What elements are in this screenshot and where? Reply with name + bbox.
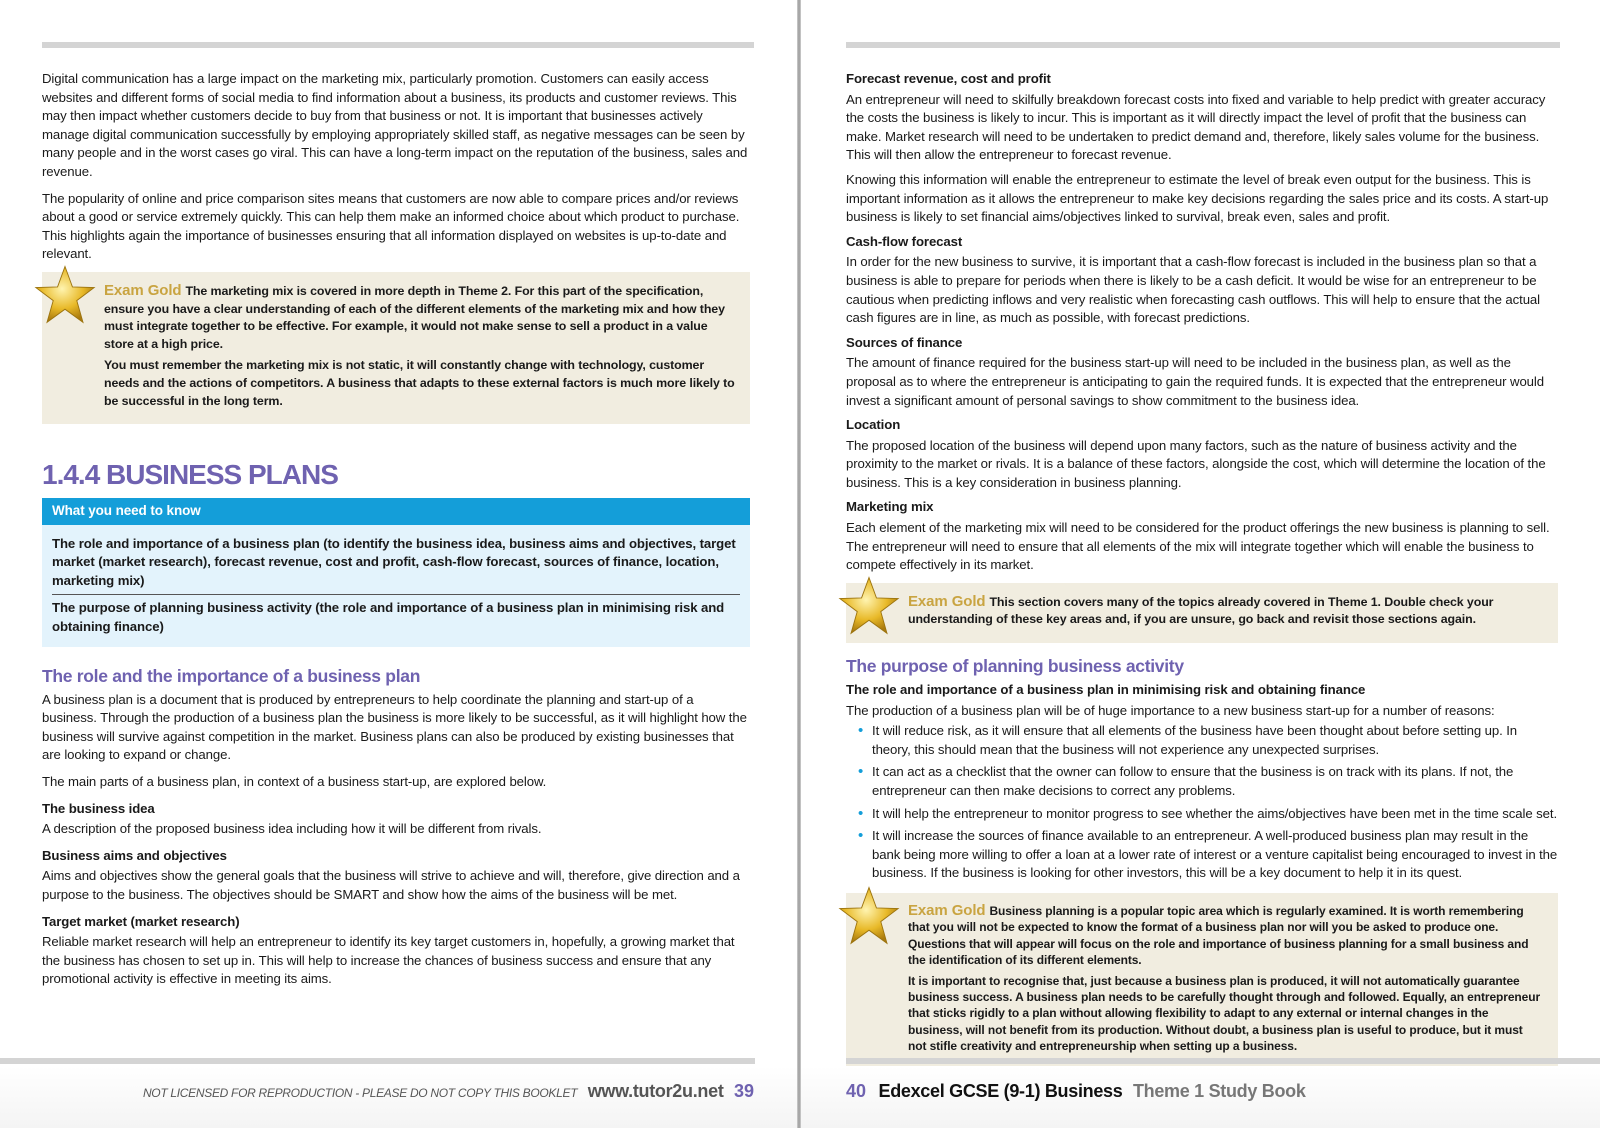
bottom-rule <box>846 1058 1600 1064</box>
what-you-need-box <box>42 498 750 647</box>
top-rule <box>42 42 754 48</box>
subsection-text: An entrepreneur will need to skilfully breakdown forecast costs into fixed and variable to help predict with greater accuracy the costs the business is likely to incur. This is important as it will directly impact the level of profit that the business can make. Market research will need to be undertaken to predict demand and, therefore, likely sales volume for the business. This will then allow the entrepreneur to forecast revenue. <box>846 91 1546 163</box>
bottom-rule <box>0 1058 755 1064</box>
footer-url[interactable]: www.tutor2u.net <box>587 1081 724 1101</box>
section-title: 1.4.4 BUSINESS PLANS <box>42 459 338 491</box>
what-you-need-item: The purpose of planning business activity (the role and importance of a business plan in minimising risk and obtaining finance) <box>52 594 740 640</box>
subsection-heading: Location <box>846 417 901 433</box>
list-item: • It will help the entrepreneur to monitor progress to see whether the aims/objectives have been met in the time scale set. <box>872 805 1558 824</box>
left-content <box>42 70 750 997</box>
exam-gold-box <box>42 272 750 424</box>
license-note: NOT LICENSED FOR REPRODUCTION - PLEASE DO NOT COPY THIS BOOKLET <box>142 1086 578 1100</box>
subsection-heading: The business idea <box>42 800 155 816</box>
reasons-list <box>846 722 1558 883</box>
exam-gold-label: Exam Gold <box>908 901 986 919</box>
role-heading: The role and the importance of a business plan <box>42 665 421 686</box>
star-icon <box>34 264 96 326</box>
what-you-need-body <box>42 525 750 647</box>
subsection-text: Aims and objectives show the general goals that the business will strive to achieve and will, therefore, give direction and a purpose to the business. The objectives should be SMART and show how the aims of the business will be met. <box>42 868 740 902</box>
what-you-need-item: The role and importance of a business plan (to identify the business idea, business aims and objectives, target market (market research), forecast revenue, cost and profit, cash-flow forecast, sources of finance, location, marketing mix) <box>52 535 736 588</box>
role-paragraph: A business plan is a document that is produced by entrepreneurs to help coordinate the planning and start-up of a business. Through the production of a business plan the business is more likely to be successful, as it will highlight how the business will survive against competition in the market. Business plans can also be produced by existing businesses that are looking to expand or change. <box>42 691 747 763</box>
right-content <box>846 70 1558 1081</box>
list-item: • It will reduce risk, as it will ensure that all elements of the business have been thought about before setting up. In theory, this should mean that the business will not experience any unexpected surprises. <box>872 722 1558 759</box>
book-theme: Theme 1 Study Book <box>1132 1081 1306 1101</box>
left-page <box>0 0 797 1128</box>
subsection-heading: Sources of finance <box>846 334 963 350</box>
what-you-need-header: What you need to know <box>42 498 750 525</box>
left-footer <box>143 1081 754 1102</box>
purpose-subheading: The role and importance of a business plan in minimising risk and obtaining finance <box>846 682 1366 698</box>
exam-gold-text: It is important to recognise that, just because a business plan is produced, it will not automatically guarantee business success. A business plan needs to be carefully thought through and followed. Equally, an entrepreneur that sticks rigidly to a plan without allowing flexibility to adapt to any external or internal changes in the business, will not benefit from its production. Without doubt, a business plan is useful to produce, but it must not stifle creativity and entrepreneurship when setting up a business. <box>908 973 1541 1054</box>
subsection-heading: Business aims and objectives <box>42 847 227 863</box>
intro-paragraph: The popularity of online and price comparison sites means that customers are now able to compare prices and/or reviews about a good or service extremely quickly. This can help them make an informed choice about which product to purchase. This highlights again the importance of businesses ensuring that all information displayed on websites is up-to-date and relevant. <box>42 190 740 262</box>
exam-gold-label: Exam Gold <box>104 281 182 299</box>
purpose-heading: The purpose of planning business activity <box>846 656 1184 677</box>
subsection-text: A description of the proposed business idea including how it will be different from rivals. <box>42 821 542 837</box>
exam-gold-text: Exam Gold This section covers many of the topics already covered in Theme 1. Double check your understanding of these key areas and, if you are unsure, go back and revisit those sections again. <box>908 592 1494 627</box>
exam-gold-text: Exam Gold The marketing mix is covered in more depth in Theme 2. For this part of the specification, ensure you have a clear understanding of each of the different elements of the marketing mix and how they must integrate together to be effective. For example, it would not make sense to sell a product in a value store at a high price. <box>104 281 725 351</box>
exam-gold-box <box>846 893 1558 1069</box>
exam-gold-box <box>846 583 1558 643</box>
right-footer <box>846 1081 1306 1102</box>
list-item: • It will increase the sources of finance available to an entrepreneur. A well-produced business plan may result in the bank being more willing to offer a loan at a lower rate of interest or a venture capitalist being encouraged to invest in the business. If the business is looking for other investors, this will be a key document to help it in its quest. <box>872 827 1558 883</box>
subsection-text: In order for the new business to survive, it is important that a cash-flow forecast is included in the business plan so that a business is able to prepare for periods when there is likely to be a cash deficit. It would be wise for an entrepreneur to be cautious when predicting inflows and very realistic when forecasting cash outflows. This will help to ensure that the actual cash figures are in line, as much as possible, with forecast predictions. <box>846 254 1540 326</box>
subsection-text: The amount of finance required for the business start-up will need to be included in the business plan, as well as the proposal as to where the entrepreneur is anticipating to gain the required funds. It is expected that the entrepreneur would invest a significant amount of personal savings to show commitment to the business idea. <box>846 355 1544 408</box>
page-number: 39 <box>733 1081 754 1101</box>
subsection-heading: Cash-flow forecast <box>846 233 963 249</box>
purpose-intro: The production of a business plan will be of huge importance to a new business start-up for a number of reasons: <box>846 702 1495 718</box>
top-rule <box>846 42 1560 48</box>
subsection-text: Each element of the marketing mix will need to be considered for the product offerings the new business is planning to sell. The entrepreneur will need to ensure that all elements of the mix will integrate together which will enable the business to compete effectively in its market. <box>846 520 1550 573</box>
list-item: • It can act as a checklist that the owner can follow to ensure that the business is on track with its plans. If not, the entrepreneur can then make decisions to correct any problems. <box>872 763 1558 800</box>
exam-gold-text: Exam Gold Business planning is a popular topic area which is regularly examined. It is worth remembering that you will not be expected to know the format of a business plan nor will you be asked to produce one. Questions that will appear will focus on the role and importance of business planning for a small business and the identification of its different elements. <box>908 901 1529 968</box>
exam-gold-text: You must remember the marketing mix is not static, it will constantly change with technology, customer needs and the actions of competitors. A business that adapts to these external factors is much more likely to be successful in the long term. <box>104 358 735 408</box>
exam-gold-label: Exam Gold <box>908 592 986 610</box>
right-page <box>801 0 1600 1128</box>
subsection-text: Knowing this information will enable the entrepreneur to estimate the level of break even output for the business. This is important information as it allows the entrepreneur to make key decisions regarding the sales price and its costs. A start-up business is likely to set financial aims/objectives linked to survival, break even, sales and profit. <box>846 171 1549 225</box>
role-paragraph: The main parts of a business plan, in context of a business start-up, are explored below. <box>42 774 547 790</box>
page-number: 40 <box>846 1081 867 1101</box>
intro-paragraph: Digital communication has a large impact on the marketing mix, particularly promotion. Customers can easily access websites and different forms of social media to find information about a business, its products and customer reviews. This may then impact whether customers decide to buy from that business or not. It is important that businesses actively manage digital communication successfully by employing appropriately skilled staff, as negative messages can be seen by many people and in the worst cases go viral. This can have a long-term impact on the reputation of the business, sales and revenue. <box>42 71 748 179</box>
star-icon <box>838 575 900 637</box>
star-icon <box>838 885 900 947</box>
subsection-heading: Forecast revenue, cost and profit <box>846 71 1051 86</box>
subsection-heading: Marketing mix <box>846 499 934 515</box>
book-title: Edexcel GCSE (9-1) Business <box>878 1081 1123 1101</box>
subsection-text: Reliable market research will help an entrepreneur to identify its key target customers in, hopefully, a growing market that the business has chosen to set up in. This will help to increase the chances of business success and ensure that any promotional activity is effective in meeting its aims. <box>42 934 735 987</box>
subsection-text: The proposed location of the business will depend upon many factors, such as the nature of business activity and the proximity to the market or rivals. It is a balance of these factors, alongside the cost, which will determine the location of the business. This is a key consideration in business planning. <box>846 437 1546 490</box>
subsection-heading: Target market (market research) <box>42 913 240 929</box>
